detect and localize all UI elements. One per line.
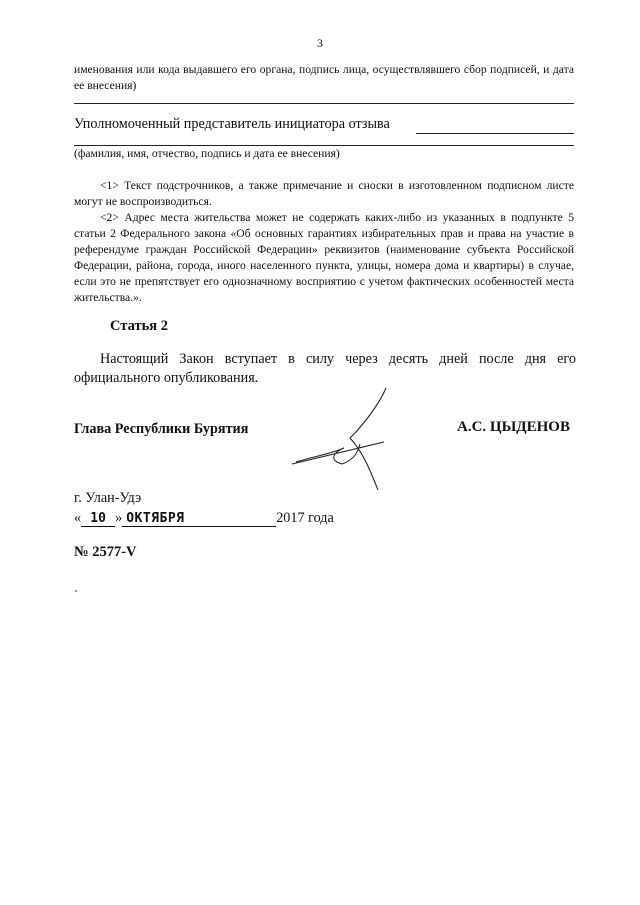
law-number: № 2577-V [74, 544, 137, 560]
continuation-text: именования или кода выдавшего его органа, подпись лица, осуществлявшего сбор подписей, и дата ее внесения) [74, 63, 574, 92]
article-heading: Статья 2 [110, 318, 168, 334]
signatory-title: Глава Республики Бурятия [74, 421, 249, 437]
date-open-quote: « [74, 510, 82, 526]
footnotes [74, 178, 574, 306]
page-number: 3 [317, 36, 323, 50]
signatory-name: А.С. ЦЫДЕНОВ [457, 419, 570, 435]
representative-signature-line [416, 133, 574, 134]
date-year: 2017 года [276, 510, 334, 526]
representative-underline [74, 145, 574, 146]
footnote-1: <1> Текст подстрочников, а также примечание и сноски в изготовленном подписном листе могут не воспроизводиться. [74, 179, 574, 208]
representative-caption: (фамилия, имя, отчество, подпись и дата ее внесения) [74, 147, 340, 160]
separator-line [74, 103, 574, 104]
date-month: ОКТЯБРЯ [122, 511, 276, 527]
representative-label: Уполномоченный представитель инициатора отзыва [74, 116, 390, 132]
footnote-2: <2> Адрес места жительства может не содержать каких-либо из указанных в подпункте 5 статьи 2 Федерального закона «Об основных гарантиях избирательных прав и права на участие в референдуме граждан Российской Федерации» реквизитов (наименование субъекта Российской Федерации, района, города, иного населенного пункта, улицы, номера дома и квартиры) в случае, если это не препятствует его однозначному восприятию с учетом фактических особенностей места жительства.». [74, 211, 574, 304]
date-line [74, 510, 334, 527]
handwritten-signature [288, 380, 398, 495]
scan-speck [75, 590, 77, 592]
article-text: Настоящий Закон вступает в силу через десять дней после дня его официального опубликования. [74, 351, 576, 386]
date-close-quote: » [115, 510, 123, 526]
city: г. Улан-Удэ [74, 490, 142, 506]
date-day: 10 [81, 511, 115, 527]
